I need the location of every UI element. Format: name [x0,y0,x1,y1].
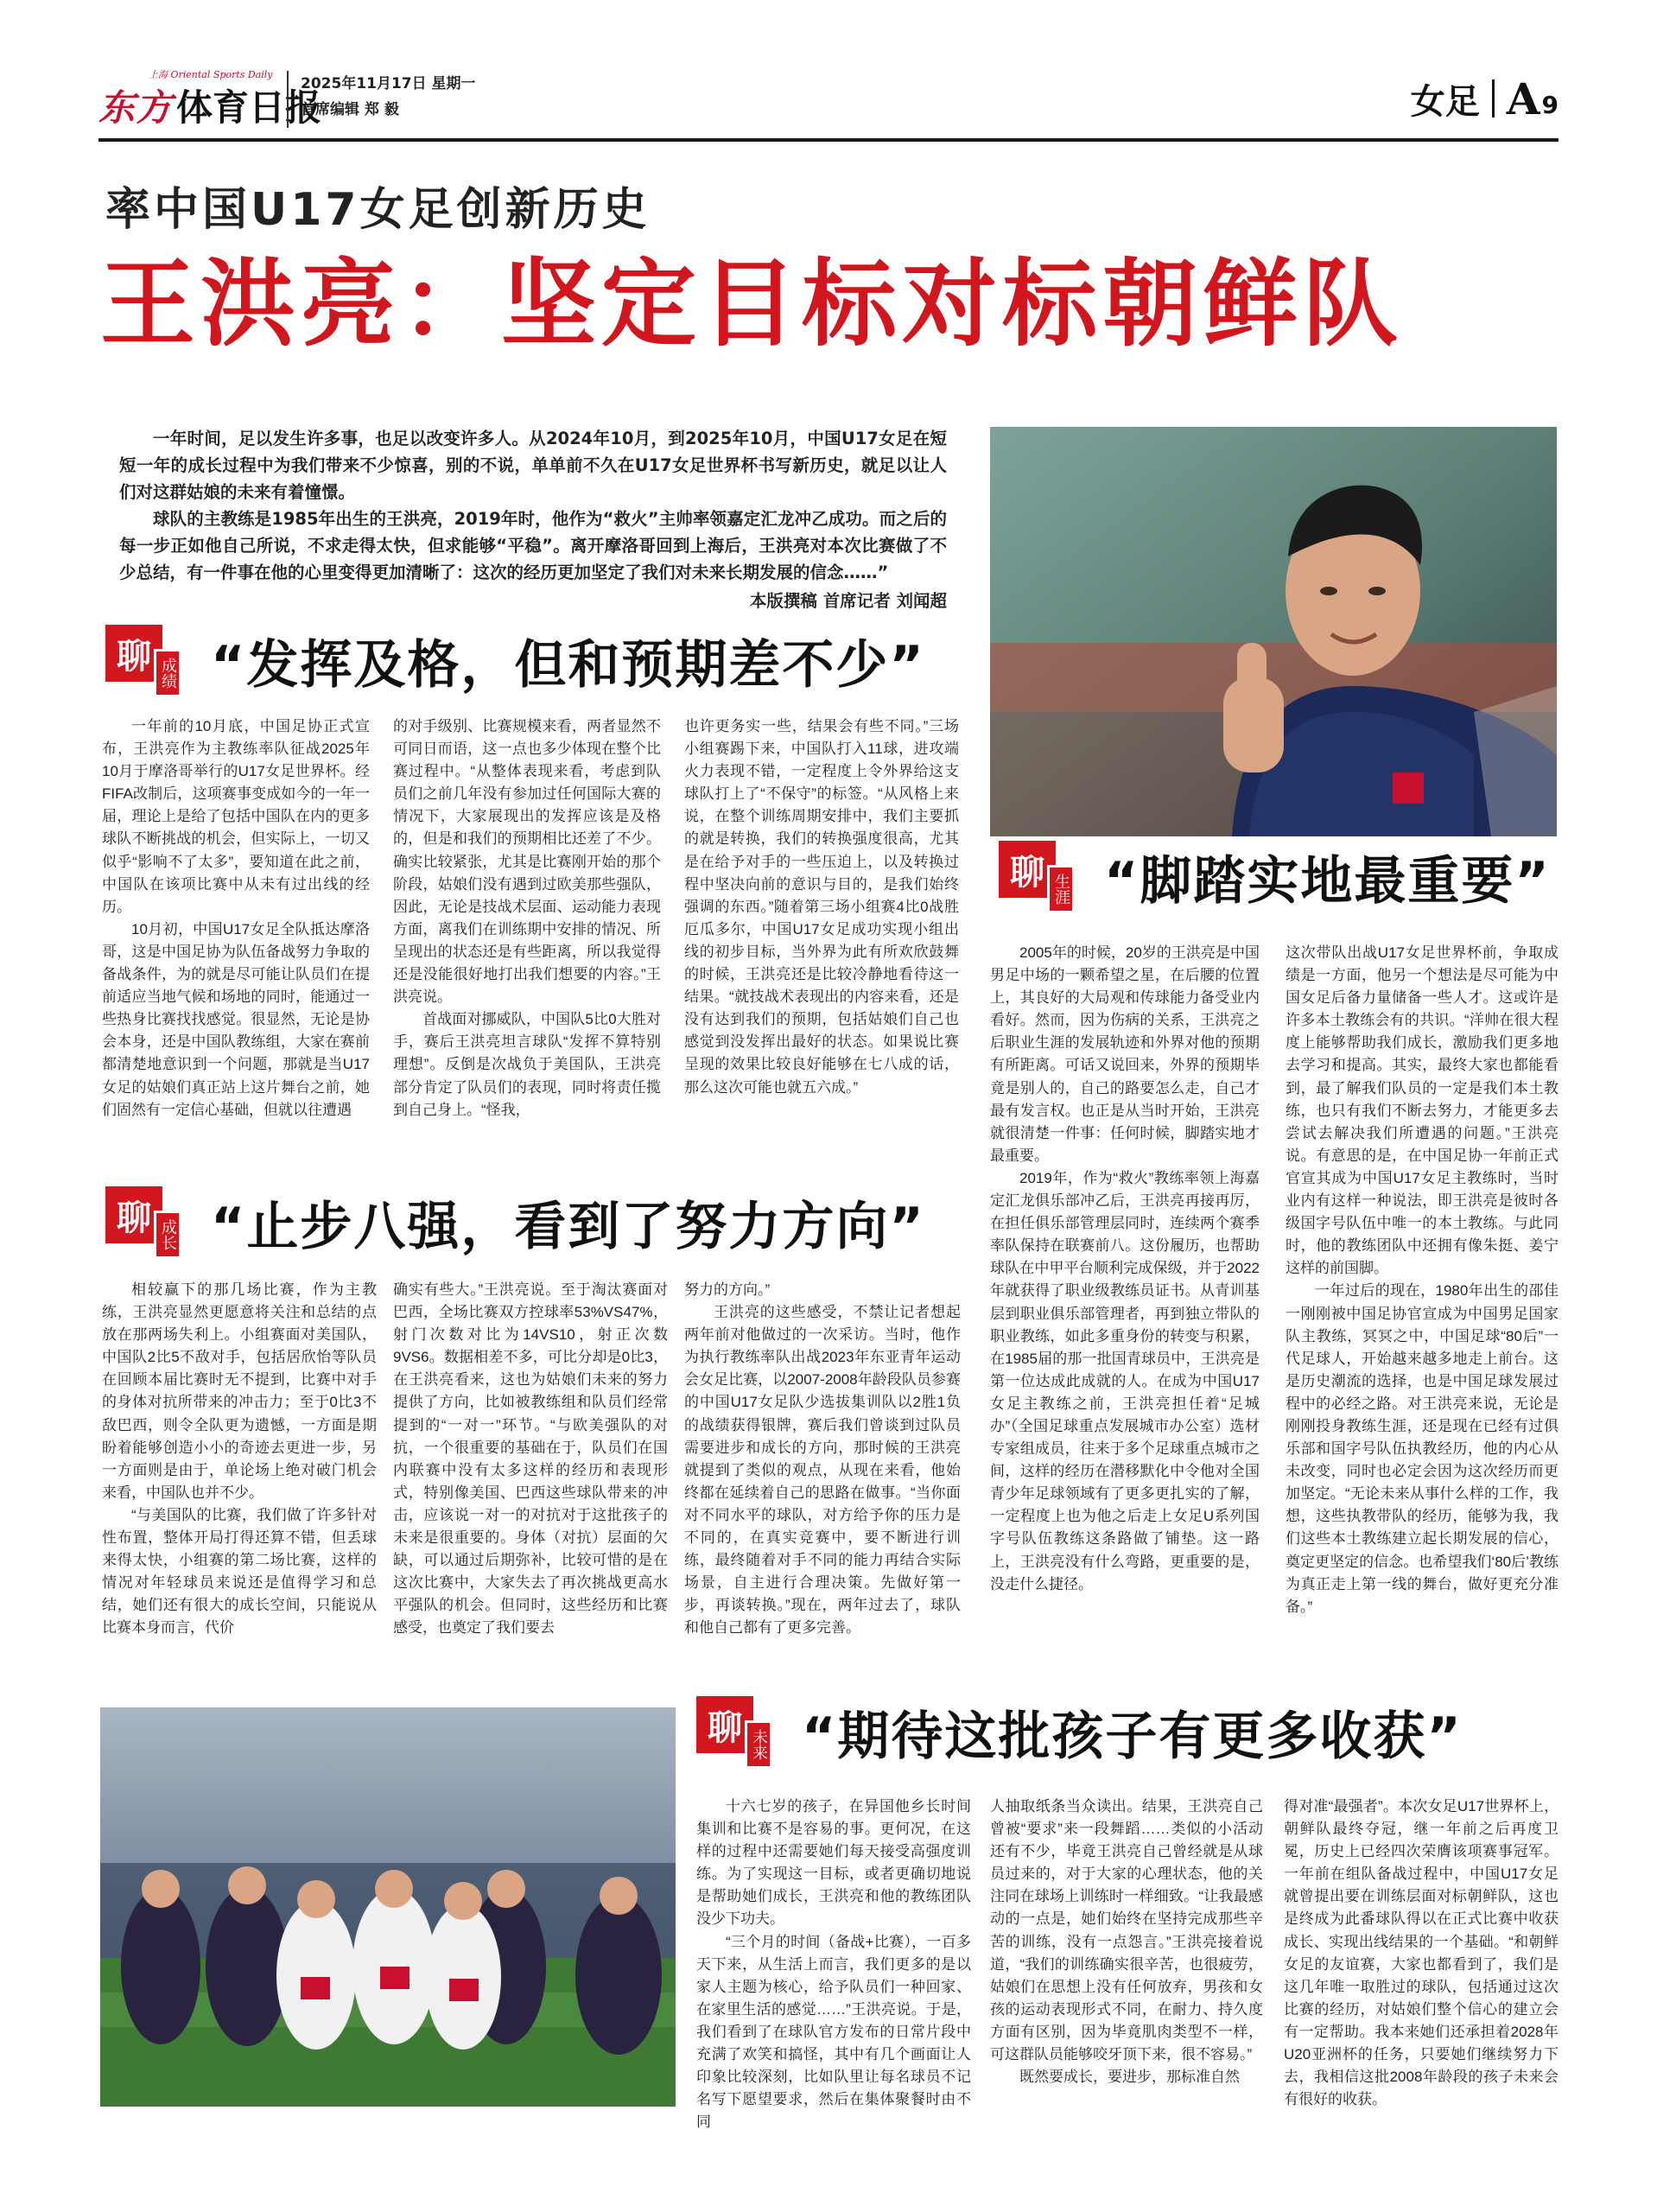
page-letter: A [1506,73,1540,124]
column-paragraph: 2005年的时候，20岁的王洪亮是中国男足中场的一颗希望之星，在后腰的位置上，其良好的大局观和传球能力备受业内看好。然而，因为伤病的关系，王洪亮之后职业生涯的发展轨迹和外界对他的预期有所距离。可话又说回来，外界的预期毕竟是别人的，自己的路要怎么走，自己才最有发言权。也正是从当时开始，王洪亮就很清楚一件事：任何时候，脚踏实地才最重要。 [990,944,1260,1164]
article-column [1286,942,1559,1659]
coach-photo [990,427,1557,836]
badge-main: 聊 [105,625,162,682]
article-column [393,1279,668,1694]
section-header-results [105,624,925,698]
lead-paragraph: 球队的主教练是1985年出生的王洪亮，2019年时，他作为“救火”主帅率领嘉定汇龙冲乙成功。而之后的每一步正如他自己所说，不求走得太快，但求能够“平稳”。离开摩洛哥回到上海后，王洪亮对本次比赛做了不少总结，有一件事在他的心里变得更加清晰了：这次的经历更加坚定了我们对未来长期发展的信念……” [119,509,947,582]
column-paragraph: 的对手级别、比赛规模来看，两者显然不可同日而语，这一点也多少体现在整个比赛过程中。“从整体表现来看，考虑到队员们之前几年没有参加过任何国际大赛的情况下，大家展现出的发挥应该是及格的，但是和我们的预期相比还差了不少。确实比较紧张，尤其是比赛刚开始的那个阶段，姑娘们没有遇到过欧美那些强队，因此，无论是技战术层面、运动能力表现方面，离我们在训练期中安排的情况、所呈现出的状态还是有些距离，所以我觉得还是没能很好地打出我们想要的内容。”王洪亮说。 [393,718,661,1006]
section-badge [105,625,188,697]
logo-mark: 东方 [98,86,174,129]
column-paragraph: 这次带队出战U17女足世界杯前，争取成绩是一方面，他另一个想法是尽可能为中国女足后备力量储备一些人才。这或许是许多本土教练会有的共识。“洋帅在很大程度上能够帮助我们成长，激励我们更多地去学习和提高。其实，最终大家也都能看到，最了解我们队员的一定是我们本土教练，也只有我们不断去努力，才能更多去尝试去解决我们所遭遇的问题。”王洪亮说。有意思的是，在中国足协一年前正式官宣其成为中国U17女足主教练时，当时业内有这样一种说法，即王洪亮是彼时各级国字号队伍中唯一的本土教练。与此同时，他的教练团队中还拥有像朱挺、姜宁这样的前国脚。 [1286,944,1559,1277]
column-text [696,1796,971,2133]
article-lead [119,425,947,614]
issue-info [287,71,476,128]
byline: 本版撰稿 首席记者 刘闻超 [749,591,947,611]
column-text [393,715,661,1122]
section-badge [999,841,1082,913]
badge-main: 聊 [999,841,1056,898]
page-number: 9 [1541,90,1559,119]
column-text [1286,942,1559,1618]
article-column [102,715,370,1267]
column-text [684,1279,961,1640]
badge-sub: 成长 [154,1211,181,1259]
badge-main: 聊 [105,1186,162,1243]
column-text [102,715,370,1122]
article-column [990,1796,1263,2117]
column-paragraph: 努力的方向。” [684,1281,771,1298]
column-paragraph: 人抽取纸条当众读出。结果，王洪亮自己曾被“要求”来一段舞蹈……类似的小活动还有不少，毕竟王洪亮自己曾经就是从球员过来的，对于大家的心理状态，他的关注同在球场上训练时一样细致。“让我最感动的一点是，她们始终在坚持完成那些辛苦的训练，没有一点怨言。”王洪亮接着说道，“我们的训练确实很辛苦，也很疲劳，姑娘们在思想上没有任何放弃，男孩和女孩的运动表现形式不同，在耐力、持久度方面有区别，因为毕竟肌肉类型不一样，可这群队员能够咬牙顶下来，很不容易。” [990,1798,1263,2063]
column-text [102,1279,377,1640]
badge-sub: 生涯 [1047,865,1075,913]
article-column [102,1279,377,1694]
column-paragraph: “三个月的时间（备战+比赛），一百多天下来，从生活上而言，我们更多的是以家人主题为核心，给予队员们一种回家、在家里生活的感觉……”王洪亮说。于是，我们看到了在球队官方发布的日常片段中充满了欢笑和搞怪，其中有几个画面让人印象比较深刻，比如队里让每名球员不记名写下愿望要求，然后在集体聚餐时由不同 [696,1933,971,2131]
column-paragraph: 确实有些大。”王洪亮说。至于淘汰赛面对巴西，全场比赛双方控球率53%VS47%，射门次数对比为14VS10，射正次数9VS6。数据相差不多，可比分却是0比3，在王洪亮看来，这也为姑娘们未来的努力提供了方向，比如被教练组和队员们经常提到的“一对一”环节。“与欧美强队的对抗，一个很重要的基础在于，队员们在国内联赛中没有太多这样的经历和表现形式，特别像美国、巴西这些球队带来的冲击，应该说一对一的对抗对于这批孩子的未来是很重要的。身体（对抗）层面的欠缺，可以通过后期弥补，比较可惜的是在这次比赛中，大家失去了再次挑战更高水平强队的机会。但同时，这些经历和比赛感受，也奠定了我们要去 [393,1281,668,1637]
article-kicker: 率中国U17女足创新历史 [105,184,651,236]
section-header-career [999,840,1551,914]
logo-english: 上海 Oriental Sports Daily [149,69,273,80]
section-header-growth [105,1185,925,1260]
team-photo-illustration [100,1707,676,2107]
section-title: “脚踏实地最重要” [1104,851,1551,912]
section-title: “发挥及格，但和预期差不少” [211,635,925,696]
column-paragraph: 一年过后的现在，1980年出生的邵佳一刚刚被中国足协官宣成为中国男足国家队主教练，冥冥之中，中国足球“80后”一代足球人，开始越来越多地走上前台。这是历史潮流的选择，也是中国足球发展过程中的必经之路。对王洪亮来说，无论是刚刚投身教练生涯，还是现在已经有过俱乐部和国字号队伍执教经历，他的内心从未改变，同时也必定会因为这次经历而更加坚定。“无论未来从事什么样的工作，我想，这些执教带队的经历，能够为我，我们这些本土教练建立起长期发展的信心，奠定更坚定的信念。也希望我们‘80后’教练为真正走上第一线的舞台，做好更充分准备。” [1286,1282,1559,1615]
column-paragraph: 也许更务实一些，结果会有些不同。”三场小组赛踢下来，中国队打入11球，进攻端火力表现不错，一定程度上令外界给这支球队打上了“不保守”的标签。“从风格上来说，在整个训练周期安排中，我们主要抓的就是转换，我们的转换强度很高，尤其是在给予对手的一些压迫上，以及转换过程中坚决向前的意识与目的，是我们始终强调的东西。”随着第三场小组赛4比0战胜厄瓜多尔，中国U17女足成功实现小组出线的初步目标，当外界为此有所欢欣鼓舞的时候，王洪亮还是比较冷静地看待这一结果。“就技战术表现出的内容来看，还是没有达到我们的预期，包括姑娘们自己也感觉到没发挥出最好的状态。如果说比赛呈现的效果比较良好能够在七八成的话，那么这次可能也就五六成。” [684,718,959,1096]
column-text [990,1796,1263,2088]
section-badge [696,1696,779,1769]
badge-sub: 未来 [745,1720,772,1769]
column-paragraph: 2019年，作为“救火”教练率领上海嘉定汇龙俱乐部冲乙后，王洪亮再接再厉，在担任俱乐部管理层同时，连续两个赛季率队保持在联赛前八。这份履历，也帮助球队在中甲平台顺利完成保级，并于2022年就获得了职业级教练员证书。从青训基层到职业俱乐部管理者，再到独立带队的职业教练，如此多重身份的转变与积累，在1985届的那一批国青球员中，王洪亮是第一位达成此成就的人。在成为中国U17女足主教练之前，王洪亮担任着“足城办”（全国足球重点发展城市办公室）选材专家组成员，往来于多个足球重点城市之间，这样的经历在潜移默化中令他对全国青少年足球领域有了更多更扎实的了解，一定程度上也为他之后走上女足U系列国字号队伍教练这条路做了铺垫。这一路上，王洪亮没有什么弯路，更重要的是，没走什么捷径。 [990,1169,1260,1592]
page-section-tag [1411,67,1559,130]
section-name: 女足 [1410,80,1480,122]
column-text [393,1279,668,1640]
section-divider [1492,79,1495,118]
issue-date: 2025年11月17日 星期一 [301,75,476,92]
chief-editor: 首席编辑 郑 毅 [301,101,399,118]
article-headline: 王洪亮：坚定目标对标朝鲜队 [100,249,1403,359]
column-paragraph: 相较赢下的那几场比赛，作为主教练，王洪亮显然更愿意将关注和总结的点放在那两场失利上。小组赛面对美国队，中国队2比5不敌对手，包括居欣怡等队员在回顾本届比赛时无不提到，比赛中对手的身体对抗所带来的冲击力；至于0比3不敌巴西，则令全队更为遗憾，一方面是期盼着能够创造小小的奇迹去更进一步，另一方面则是由于，单论场上绝对破门机会来看，中国队也并不少。 [102,1281,377,1501]
team-huddle-photo [100,1707,676,2107]
section-badge [105,1186,188,1259]
article-column [990,942,1260,1659]
coach-photo-illustration [990,427,1557,836]
column-text [1284,1796,1559,2111]
article-column [696,1796,971,2131]
column-text [990,942,1260,1596]
column-paragraph: “与美国队的比赛，我们做了许多针对性布置，整体开局打得还算不错，但丢球来得太快，小组赛的第二场比赛，这样的情况对年轻球员来说还是值得学习和总结，她们还有很大的成长空间，只能说从比赛本身而言，代价 [102,1506,377,1637]
column-paragraph: 10月初，中国U17女足全队抵达摩洛哥，这是中国足协为队伍备战努力争取的备战条件，为的就是尽可能让队员们在提前适应当地气候和场地的同时，能通过一些热身比赛找找感觉。很显然，无论是协会本身，还是中国队教练组，大家在赛前都清楚地意识到一个问题，那就是当U17女足的姑娘们真正站上这片舞台之前，她们固然有一定信心基础，但就以往遭遇 [102,920,370,1118]
column-text [684,715,959,1099]
column-paragraph: 首战面对挪威队，中国队5比0大胜对手，赛后王洪亮坦言球队“发挥不算特别理想”。反倒是次战负于美国队，王洪亮部分肯定了队员们的表现，同时将责任揽到自己身上。“怪我， [393,1011,661,1118]
badge-sub: 成绩 [154,649,181,697]
article-column [393,715,661,1267]
section-header-future [696,1695,1463,1770]
section-title: “期待这批孩子有更多收获” [802,1707,1463,1767]
article-column [1284,1796,1559,2117]
logo-paper-name: 体育日报 [176,86,322,129]
article-column [684,1279,961,1694]
column-paragraph: 一年前的10月底，中国足协正式宣布，王洪亮作为主教练率队征战2025年10月于摩洛哥举行的U17女足世界杯。经FIFA改制后，这项赛事变成如今的一年一届，理论上是给了包括中国队在内的更多球队不断挑战的机会，但实际上，一切又似乎“影响不了太多”，要知道在此之前，中国队在该项比赛中从未有过出线的经历。 [102,718,370,915]
column-paragraph: 得对准“最强者”。本次女足U17世界杯上，朝鲜队最终夺冠，继一年前之后再度卫冕，历史上已经四次荣膺该项赛事冠军。一年前在组队备战过程中，中国U17女足就曾提出要在训练层面对标朝鲜队，这也是终成为此番球队得以在正式比赛中收获成长、实现出线结果的一个基础。“和朝鲜女足的友谊赛，大家也都看到了，我们是这几年唯一取胜过的球队，包括通过这次比赛的经历，对姑娘们整个信心的建立会有一定帮助。我本来她们还承担着2028年U20亚洲杯的任务，只要她们继续努力下去，我相信这批2008年龄段的孩子未来会有很好的收获。 [1284,1798,1559,2108]
column-paragraph: 十六七岁的孩子，在异国他乡长时间集训和比赛不是容易的事。更何况，在这样的过程中还需要她们每天接受高强度训练。为了实现这一目标，或者更确切地说是帮助她们成长，王洪亮和他的教练团队没少下功夫。 [696,1798,971,1928]
column-paragraph: 王洪亮的这些感受，不禁让记者想起两年前对他做过的一次采访。当时，他作为执行教练率队出战2023年东亚青年运动会女足比赛，以2007-2008年龄段队员参赛的中国U17女足队少选拔集训队以2胜1负的战绩获得银牌，赛后我们曾谈到过队员需要进步和成长的方向，那时候的王洪亮就提到了类似的观点，从现在来看，他始终都在延续着自己的思路在做事。“当你面对不同水平的球队，对方给予你的压力是不同的，在真实竞赛中，要不断进行训练，最终随着对手不同的能力再结合实际场景，自主进行合理决策。先做好第一步，再谈转换。”现在，两年过去了，球队和他自己都有了更多完善。 [684,1304,961,1637]
article-column [684,715,959,1187]
badge-main: 聊 [696,1696,753,1753]
section-title: “止步八强，看到了努力方向” [211,1197,925,1257]
lead-paragraph: 一年时间，足以发生许多事，也足以改变许多人。从2024年10月，到2025年10月，中国U17女足在短短一年的成长过程中为我们带来不少惊喜，别的不说，单单前不久在U17女足世界杯书写新历史，就足以让人们对这群姑娘的未来有着憧憬。 [119,429,947,502]
masthead [98,62,1559,142]
column-paragraph: 既然要成长，要进步，那标准自然 [1019,2069,1240,2086]
